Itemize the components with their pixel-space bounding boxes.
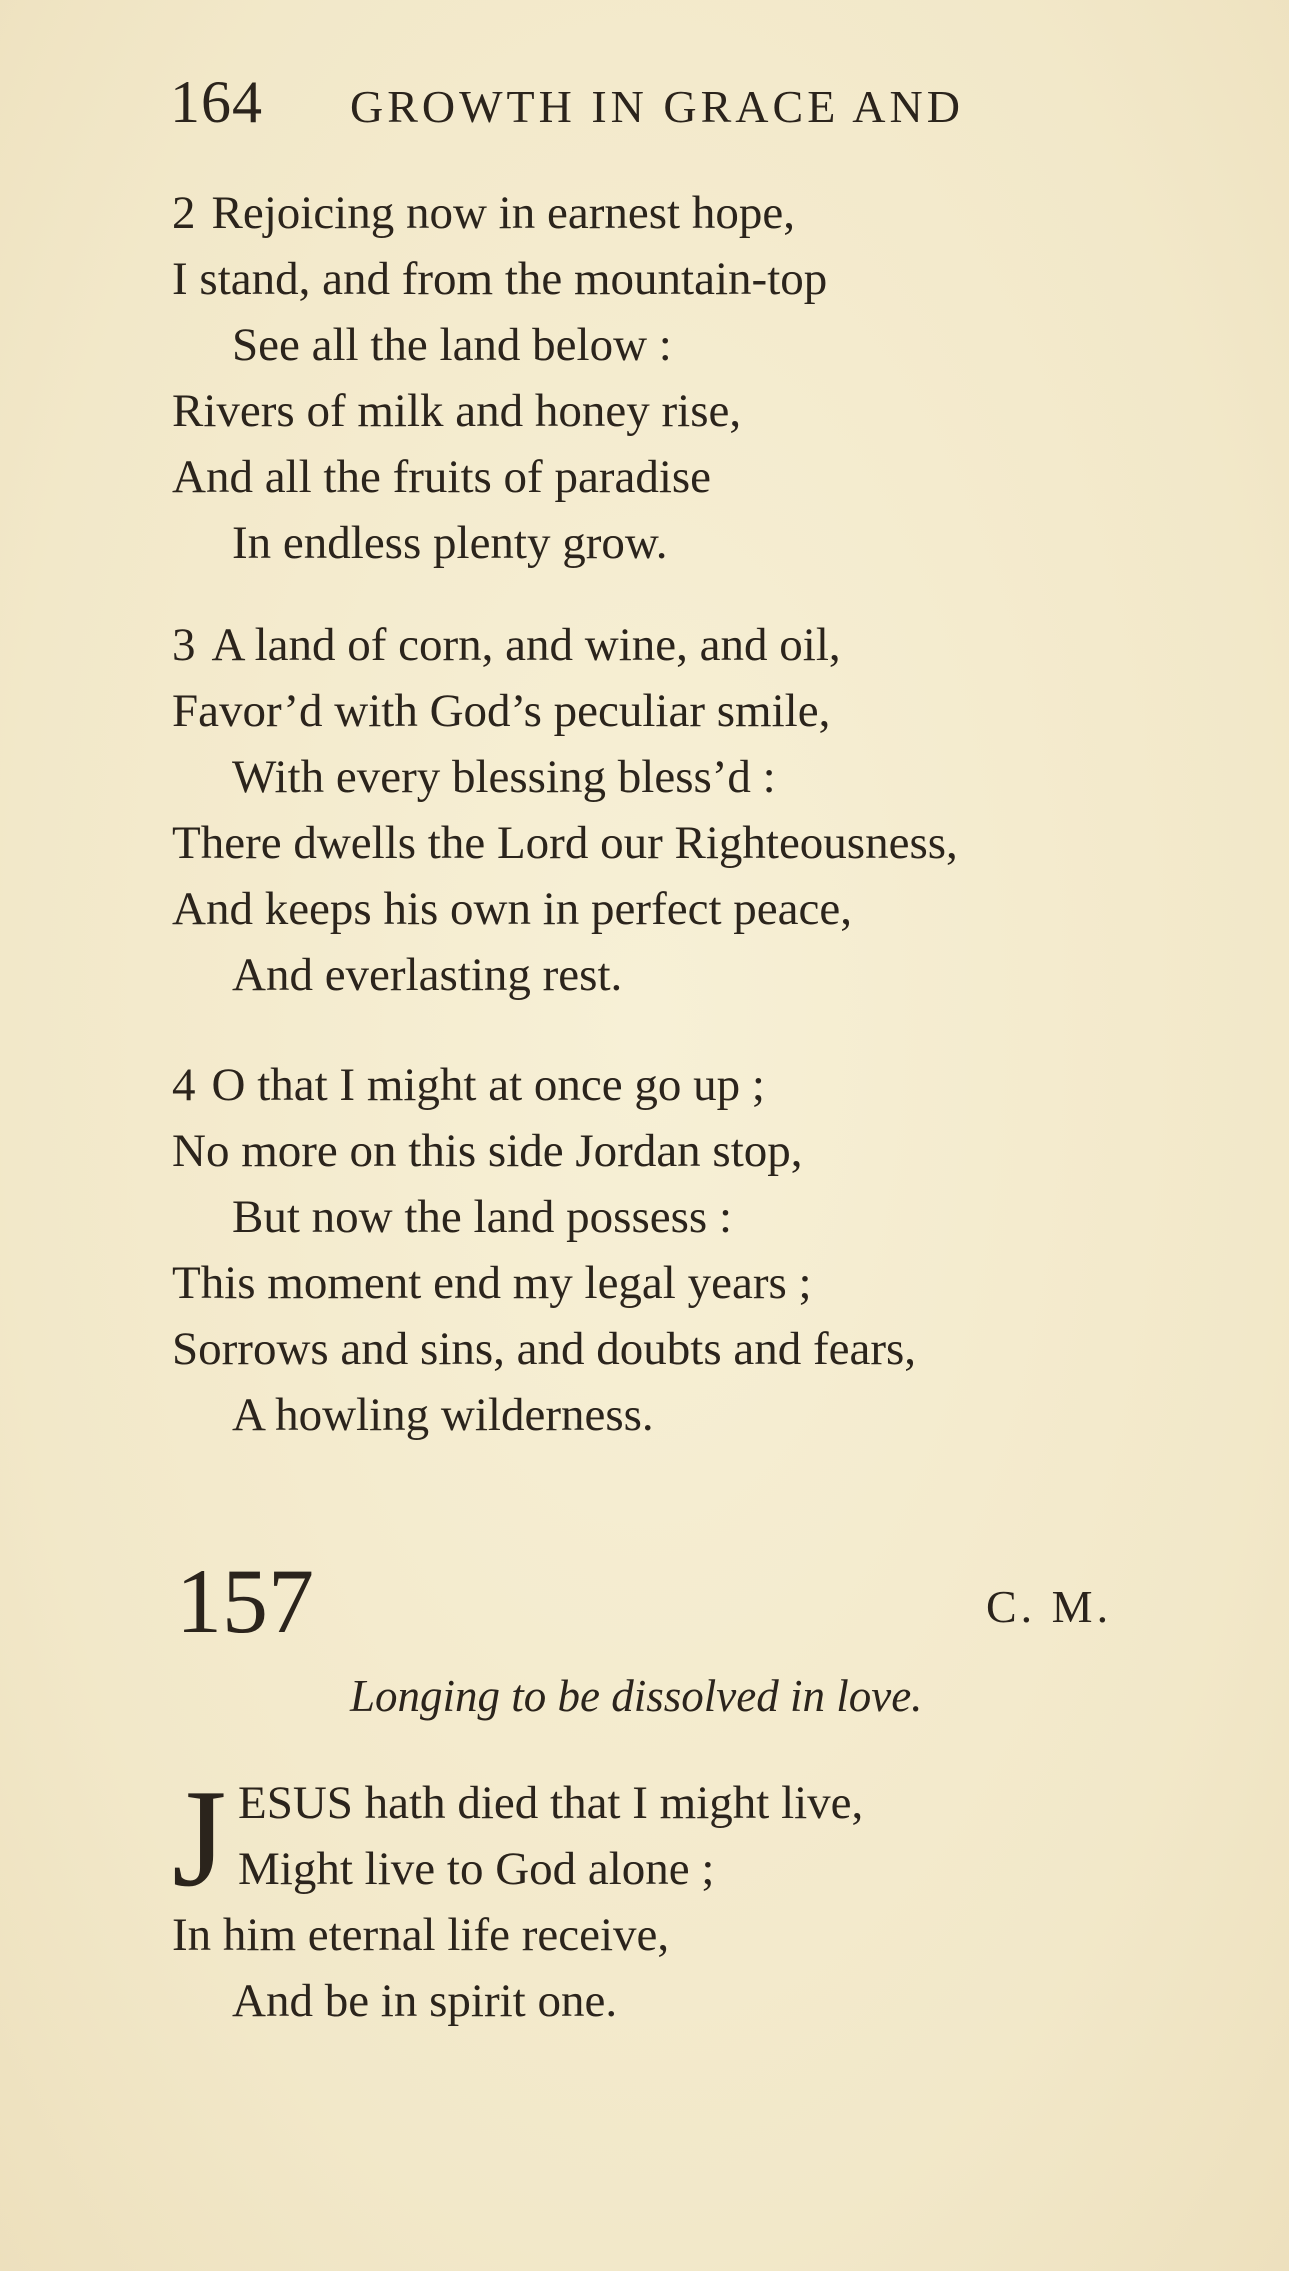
verse-line: And keeps his own in perfect peace,: [172, 883, 852, 935]
verse-line: This moment end my legal years ;: [172, 1257, 812, 1309]
verse-line: I stand, and from the mountain-top: [172, 253, 828, 305]
verse-line: With every blessing bless’d :: [232, 751, 776, 803]
verse-line: But now the land possess :: [232, 1191, 733, 1243]
page-header: [170, 68, 1170, 148]
stanza-4: [172, 1052, 1242, 1448]
verse-line: No more on this side Jordan stop,: [172, 1125, 803, 1177]
verse-line: And all the fruits of paradise: [172, 451, 712, 503]
verse-line: 4 O that I might at once go up ;: [172, 1059, 765, 1111]
verse-line: In him eternal life receive,: [172, 1909, 670, 1961]
stanza-2: [172, 180, 1242, 576]
stanza-3: [172, 612, 1242, 1008]
running-head: GROWTH IN GRACE AND: [350, 81, 964, 132]
verse-line: Might live to God alone ;: [238, 1843, 715, 1895]
verse-line: ESUS hath died that I might live,: [238, 1777, 864, 1829]
hymn-number: 157: [176, 1550, 314, 1652]
verse-line: Sorrows and sins, and doubts and fears,: [172, 1323, 917, 1375]
verse-line: A howling wilderness.: [232, 1389, 654, 1441]
verse-line: 3 A land of corn, and wine, and oil,: [172, 619, 841, 671]
verse-line: There dwells the Lord our Righteousness,: [172, 817, 958, 869]
verse-line: Favor’d with God’s peculiar smile,: [172, 685, 831, 737]
hymn-157-verse: [172, 1761, 1242, 2034]
stanza-number: 3: [172, 619, 196, 671]
verse-line: Rivers of milk and honey rise,: [172, 385, 742, 437]
page-number: 164: [170, 69, 263, 135]
verse-line: And be in spirit one.: [232, 1975, 618, 2027]
verse-line: And everlasting rest.: [232, 949, 623, 1001]
stanza-number: 2: [172, 187, 196, 239]
verse-line: In endless plenty grow.: [232, 517, 668, 569]
drop-cap: J: [172, 1761, 227, 1916]
verse-line: 2 Rejoicing now in earnest hope,: [172, 187, 795, 239]
hymn-meter: C. M.: [986, 1581, 1113, 1632]
stanza-number: 4: [172, 1059, 196, 1111]
hymn-subtitle: Longing to be dissolved in love.: [350, 1671, 923, 1721]
verse-line: See all the land below :: [232, 319, 672, 371]
